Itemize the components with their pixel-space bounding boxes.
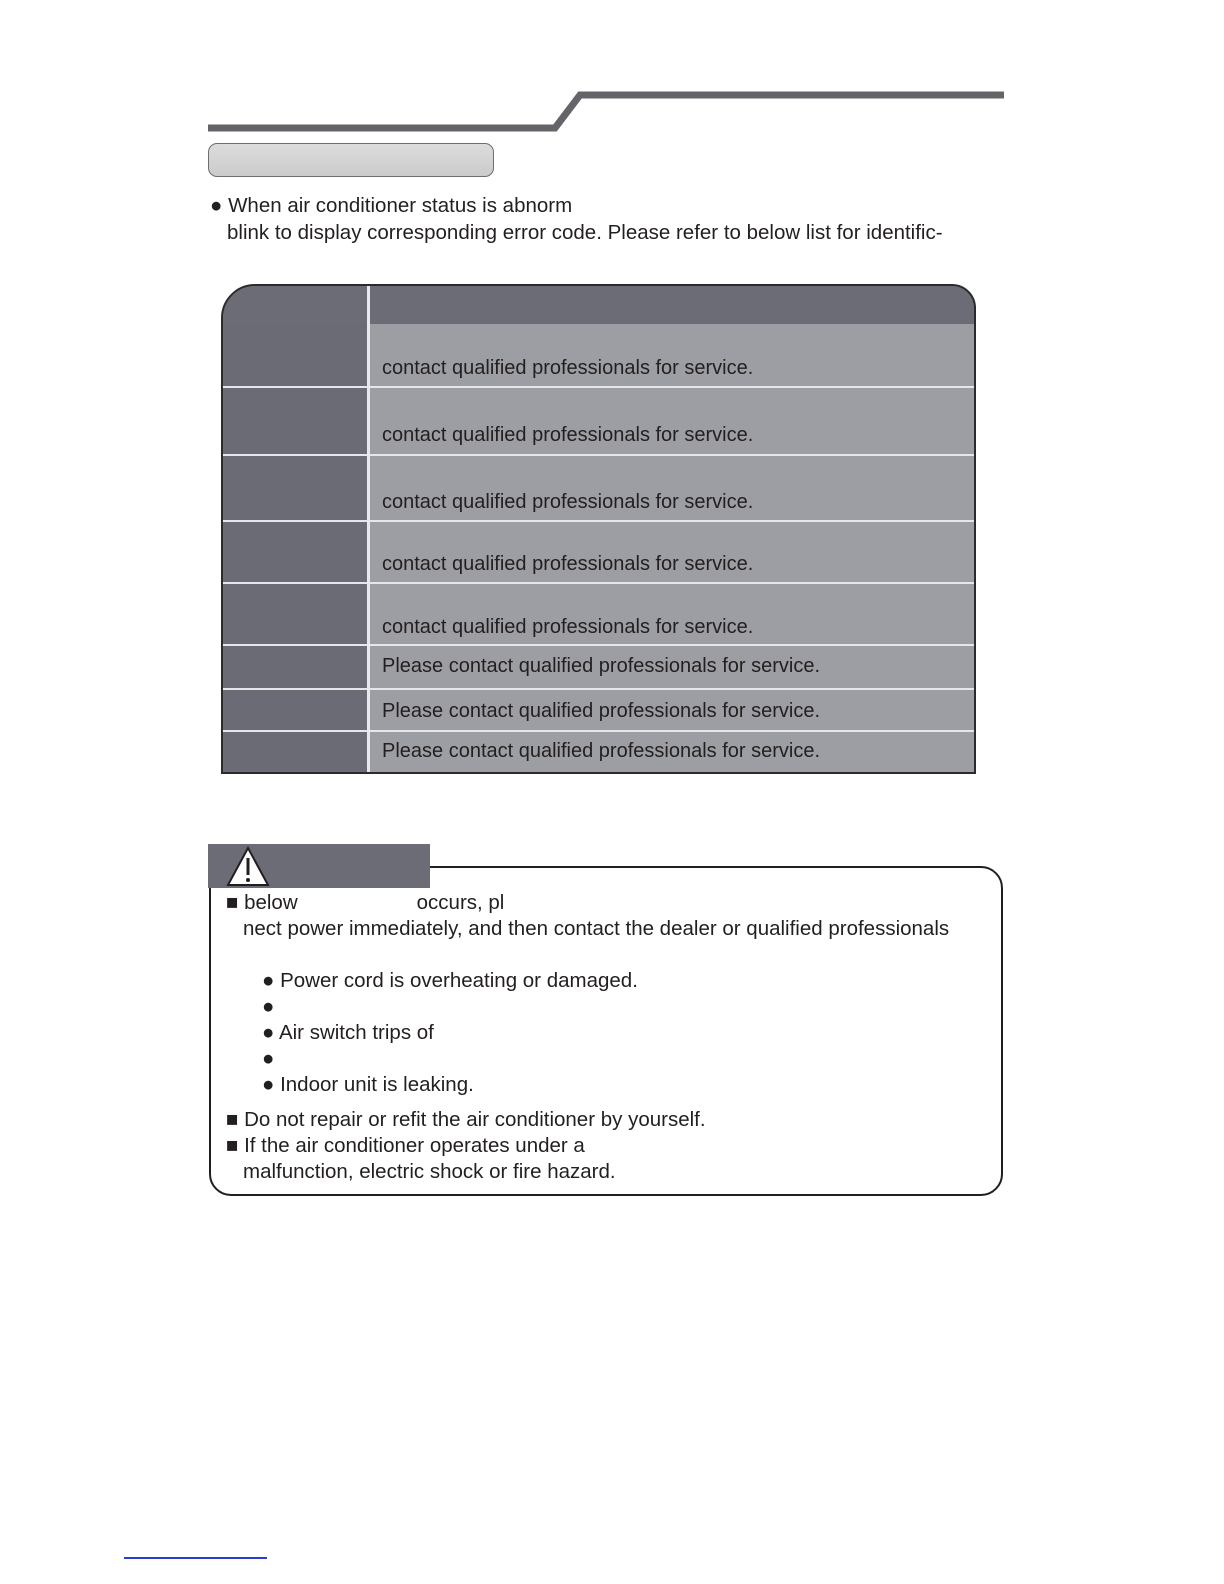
error-desc-cell: contact qualified professionals for service. bbox=[370, 522, 974, 582]
error-code-cell bbox=[223, 732, 367, 774]
error-code-cell bbox=[223, 456, 367, 520]
warning-bullet-3-line-2: malfunction, electric shock or fire hazard. bbox=[243, 1160, 616, 1183]
table-row bbox=[223, 646, 974, 688]
error-code-table bbox=[221, 284, 976, 774]
intro-paragraph bbox=[210, 193, 943, 246]
error-desc-cell: contact qualified professionals for service. bbox=[370, 324, 974, 386]
warning-bullet-1-line-2: nect power immediately, and then contact the dealer or qualified professionals bbox=[243, 917, 950, 940]
footer-link-underline[interactable] bbox=[124, 1557, 267, 1559]
warning-bullet-1-line-1: ■ below occurs, pl bbox=[226, 891, 505, 914]
table-row bbox=[223, 690, 974, 730]
table-row bbox=[223, 522, 974, 582]
error-desc-cell: Please contact qualified professionals for service. bbox=[370, 732, 974, 774]
warning-tab bbox=[208, 844, 430, 888]
list-item: ● Air switch trips of bbox=[262, 1021, 434, 1044]
table-header bbox=[223, 286, 974, 324]
error-code-cell bbox=[223, 324, 367, 386]
list-item: ● Power cord is overheating or damaged. bbox=[262, 969, 638, 992]
error-desc-cell: Please contact qualified professionals for service. bbox=[370, 690, 974, 730]
table-row bbox=[223, 388, 974, 454]
table-row bbox=[223, 324, 974, 386]
list-item: ● bbox=[262, 1047, 275, 1070]
warning-bullet-3-line-1: ■ If the air conditioner operates under a bbox=[226, 1134, 585, 1157]
error-desc-cell: Please contact qualified professionals for service. bbox=[370, 646, 974, 688]
error-code-cell bbox=[223, 522, 367, 582]
error-desc-cell: contact qualified professionals for service. bbox=[370, 456, 974, 520]
error-code-cell bbox=[223, 584, 367, 644]
error-code-cell bbox=[223, 646, 367, 688]
list-item: ● bbox=[262, 995, 275, 1018]
error-desc-cell: contact qualified professionals for service. bbox=[370, 388, 974, 454]
warning-triangle-icon bbox=[226, 844, 276, 888]
header-rule bbox=[0, 0, 1224, 140]
table-row bbox=[223, 584, 974, 644]
error-desc-cell: contact qualified professionals for service. bbox=[370, 584, 974, 644]
warning-bullet-2: ■ Do not repair or refit the air conditioner by yourself. bbox=[226, 1108, 706, 1131]
error-code-cell bbox=[223, 388, 367, 454]
list-item: ● Indoor unit is leaking. bbox=[262, 1073, 474, 1096]
column-separator bbox=[367, 286, 370, 772]
table-row bbox=[223, 732, 974, 774]
section-title-pill bbox=[208, 143, 494, 177]
intro-line-1: ● When air conditioner status is abnorm bbox=[210, 194, 573, 217]
error-code-cell bbox=[223, 690, 367, 730]
table-row bbox=[223, 456, 974, 520]
intro-line-2: blink to display corresponding error code. Please refer to below list for identific- bbox=[227, 220, 943, 244]
